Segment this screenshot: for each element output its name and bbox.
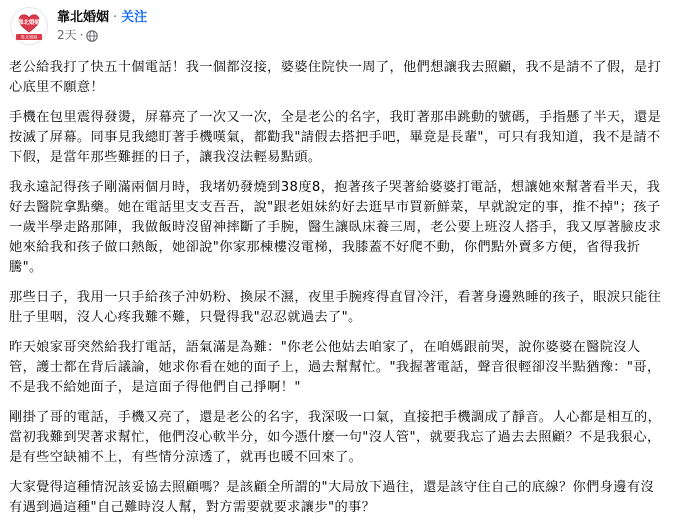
avatar-logo-icon	[12, 9, 46, 43]
svg-text:靠北婚姻: 靠北婚姻	[20, 34, 38, 40]
globe-icon[interactable]	[86, 30, 98, 42]
post-paragraph: 那些日子，我用一只手給孩子沖奶粉、換尿不濕，夜里手腕疼得直冒冷汗，看著身邊熟睡的孩子，眼淚只能往肚子里咽，沒人心疼我難不難，只覺得我"忍忍就過去了"。	[9, 290, 662, 325]
post-paragraph: 剛掛了哥的電話，手機又亮了，還是老公的名字，我深吸一口氣，直接把手機調成了靜音。人心都是相互的，當初我難到哭著求幫忙，他們沒心軟半分，如今憑什麼一句"沒人管"，就要我忘了過去去照顧？不是我狠心，是有些空缺補不上，有些情分涼透了，就再也暖不回來了。	[9, 410, 662, 465]
avatar[interactable]	[10, 7, 48, 45]
svg-text:靠北婚姻: 靠北婚姻	[17, 20, 41, 26]
time-row	[57, 28, 147, 43]
post-paragraph: 老公給我打了快五十個電話！我一個都沒接，婆婆住院快一周了，他們想讓我去照顧，我不是請不了假，是打心底里不願意！	[9, 60, 662, 95]
post-paragraph: 我永遠記得孩子剛滿兩個月時，我堵奶發燒到38度8，抱著孩子哭著給婆婆打電話，想讓她來幫著看半天，我好去醫院拿點藥。她在電話里支支吾吾，說"跟老姐妹約好去逛早市買新鮮菜，早就說定的事，推不掉"；孩子一歲半學走路那陣，我做飯時沒留神摔斷了手腕，醫生讓臥床養三周，老公要上班沒人搭手，我又厚著臉皮求她來給我和孩子做口熱飯，她卻說"你家那棟樓沒電梯，我膝蓋不好爬不動，你們點外賣多方便，省得我折騰"。	[9, 180, 662, 275]
post-timestamp[interactable]: 2天	[57, 28, 77, 42]
post-meta	[57, 9, 147, 43]
post-paragraph: 昨天娘家哥突然給我打電話，語氣滿是為難："你老公他姑去咱家了，在咱媽跟前哭，說你婆婆在醫院沒人管，護士都在背后議論，她求你看在她的面子上，過去幫幫忙。"我握著電話，聲音很輕卻沒半點猶豫："哥，不是我不給她面子，是這面子得他們自己掙啊！"	[9, 340, 661, 395]
post-header	[10, 6, 147, 46]
name-row	[57, 9, 147, 26]
separator-dot: ·	[113, 10, 118, 25]
follow-button[interactable]: 关注	[121, 10, 148, 25]
time-separator: ·	[79, 28, 84, 42]
post-paragraph: 手機在包里震得發燙，屏幕亮了一次又一次，全是老公的名字，我盯著那串跳動的號碼，手指懸了半天，還是按滅了屏幕。同事見我總盯著手機嘆氣，都勸我"請假去搭把手吧，畢竟是長輩"，可只有我知道，我不是請不下假，是當年那些難捱的日子，讓我沒法輕易點頭。	[9, 110, 662, 165]
page-name-link[interactable]: 靠北婚姻	[57, 10, 110, 25]
post-paragraph: 大家覺得這種情況該妥協去照顧嗎？是該顧全所謂的"大局放下過往，還是該守住自己的底線？你們身邊有沒有遇到過這種"自己難時沒人幫，對方需要就要求讓步"的事？	[9, 480, 655, 515]
post-body	[9, 58, 665, 528]
